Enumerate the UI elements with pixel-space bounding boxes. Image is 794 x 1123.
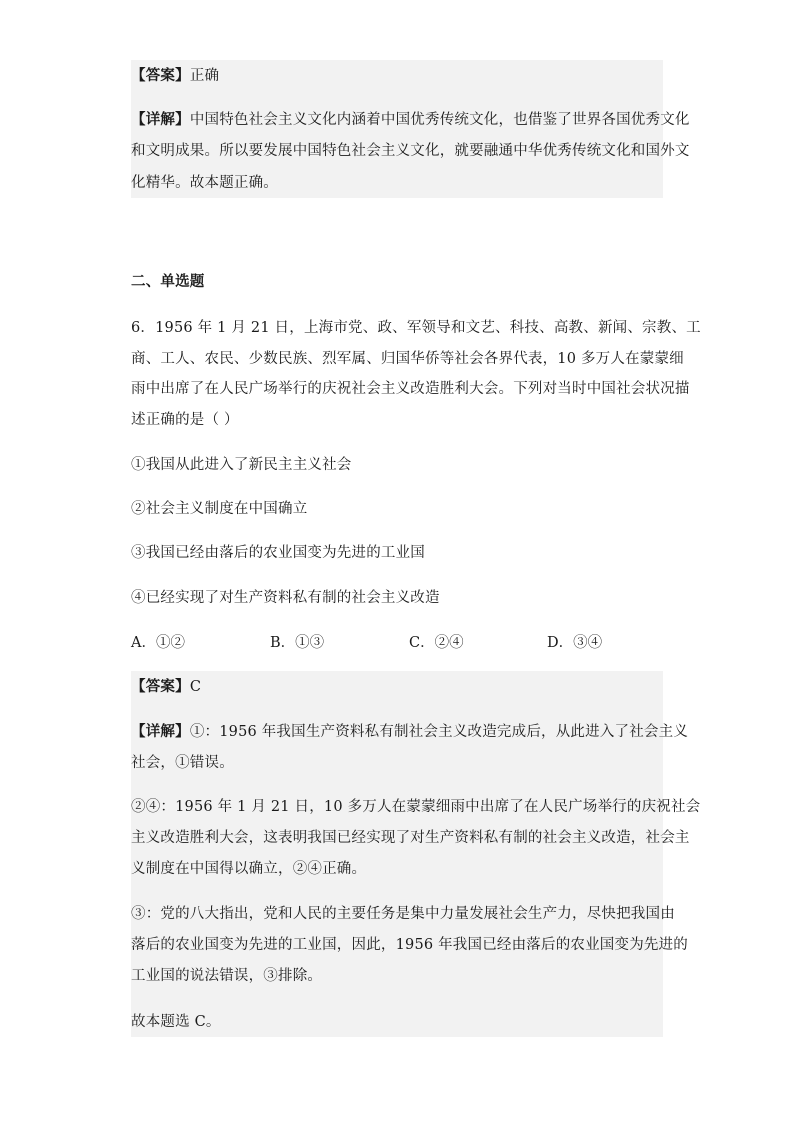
detail-line-1-3: 化精华。故本题正确。 [131, 175, 278, 191]
option-b[interactable]: B．①③ [270, 635, 325, 651]
detail-line-1-1 [131, 110, 690, 130]
option-c[interactable]: C．②④ [409, 635, 464, 651]
detail-line-1-2: 和文明成果。所以要发展中国特色社会主义文化，就要融通中华优秀传统文化和国外文 [131, 143, 690, 159]
detail-label: 【详解】 [131, 111, 190, 128]
section-title: 二、单选题 [131, 273, 205, 290]
answer-value: C [189, 679, 202, 695]
detail-text: ①：1956 年我国生产资料私有制社会主义改造完成后，从此进入了社会主义 [189, 724, 689, 740]
question-stem-line-3: 雨中出席了在人民广场举行的庆祝社会主义改造胜利大会。下列对当时中国社会状况描 [131, 381, 690, 397]
question-stem-line-2: 商、工人、农民、少数民族、烈军属、归国华侨等社会各界代表，10 多万人在蒙蒙细 [131, 351, 684, 367]
statement-1: ①我国从此进入了新民主主义社会 [131, 457, 352, 473]
detail-line-2-9: 故本题选 C。 [131, 1014, 221, 1030]
detail-line-2-3: ②④：1956 年 1 月 21 日，10 多万人在蒙蒙细雨中出席了在人民广场举行的庆祝社会 [131, 799, 701, 815]
answer-label: 【答案】 [131, 67, 190, 84]
detail-line-2-7: 落后的农业国变为先进的工业国，因此，1956 年我国已经由落后的农业国变为先进的 [131, 937, 689, 953]
detail-line-2-1 [131, 722, 688, 742]
answer-label: 【答案】 [131, 678, 190, 695]
statement-3: ③我国已经由落后的农业国变为先进的工业国 [131, 545, 425, 561]
detail-label: 【详解】 [131, 723, 190, 740]
answer-line-1 [131, 66, 219, 86]
detail-line-2-5: 义制度在中国得以确立，②④正确。 [131, 861, 367, 877]
detail-line-2-2: 社会，①错误。 [131, 755, 234, 771]
option-a[interactable]: A．①② [131, 635, 185, 651]
question-stem-line-4: 述正确的是（ ） [131, 412, 239, 428]
statement-2: ②社会主义制度在中国确立 [131, 501, 308, 517]
question-stem-line-1: 6．1956 年 1 月 21 日，上海市党、政、军领导和文艺、科技、高教、新闻、宗教、工 [131, 320, 701, 336]
answer-value: 正确 [189, 68, 220, 84]
detail-text: 中国特色社会主义文化内涵着中国优秀传统文化，也借鉴了世界各国优秀文化 [189, 112, 690, 128]
statement-4: ④已经实现了对生产资料私有制的社会主义改造 [131, 590, 440, 606]
detail-line-2-8: 工业国的说法错误，③排除。 [131, 968, 323, 984]
answer-line-2 [131, 677, 201, 697]
detail-line-2-4: 主义改造胜利大会，这表明我国已经实现了对生产资料私有制的社会主义改造，社会主 [131, 830, 690, 846]
option-d[interactable]: D．③④ [547, 635, 603, 651]
detail-line-2-6: ③：党的八大指出，党和人民的主要任务是集中力量发展社会生产力，尽快把我国由 [131, 906, 675, 922]
